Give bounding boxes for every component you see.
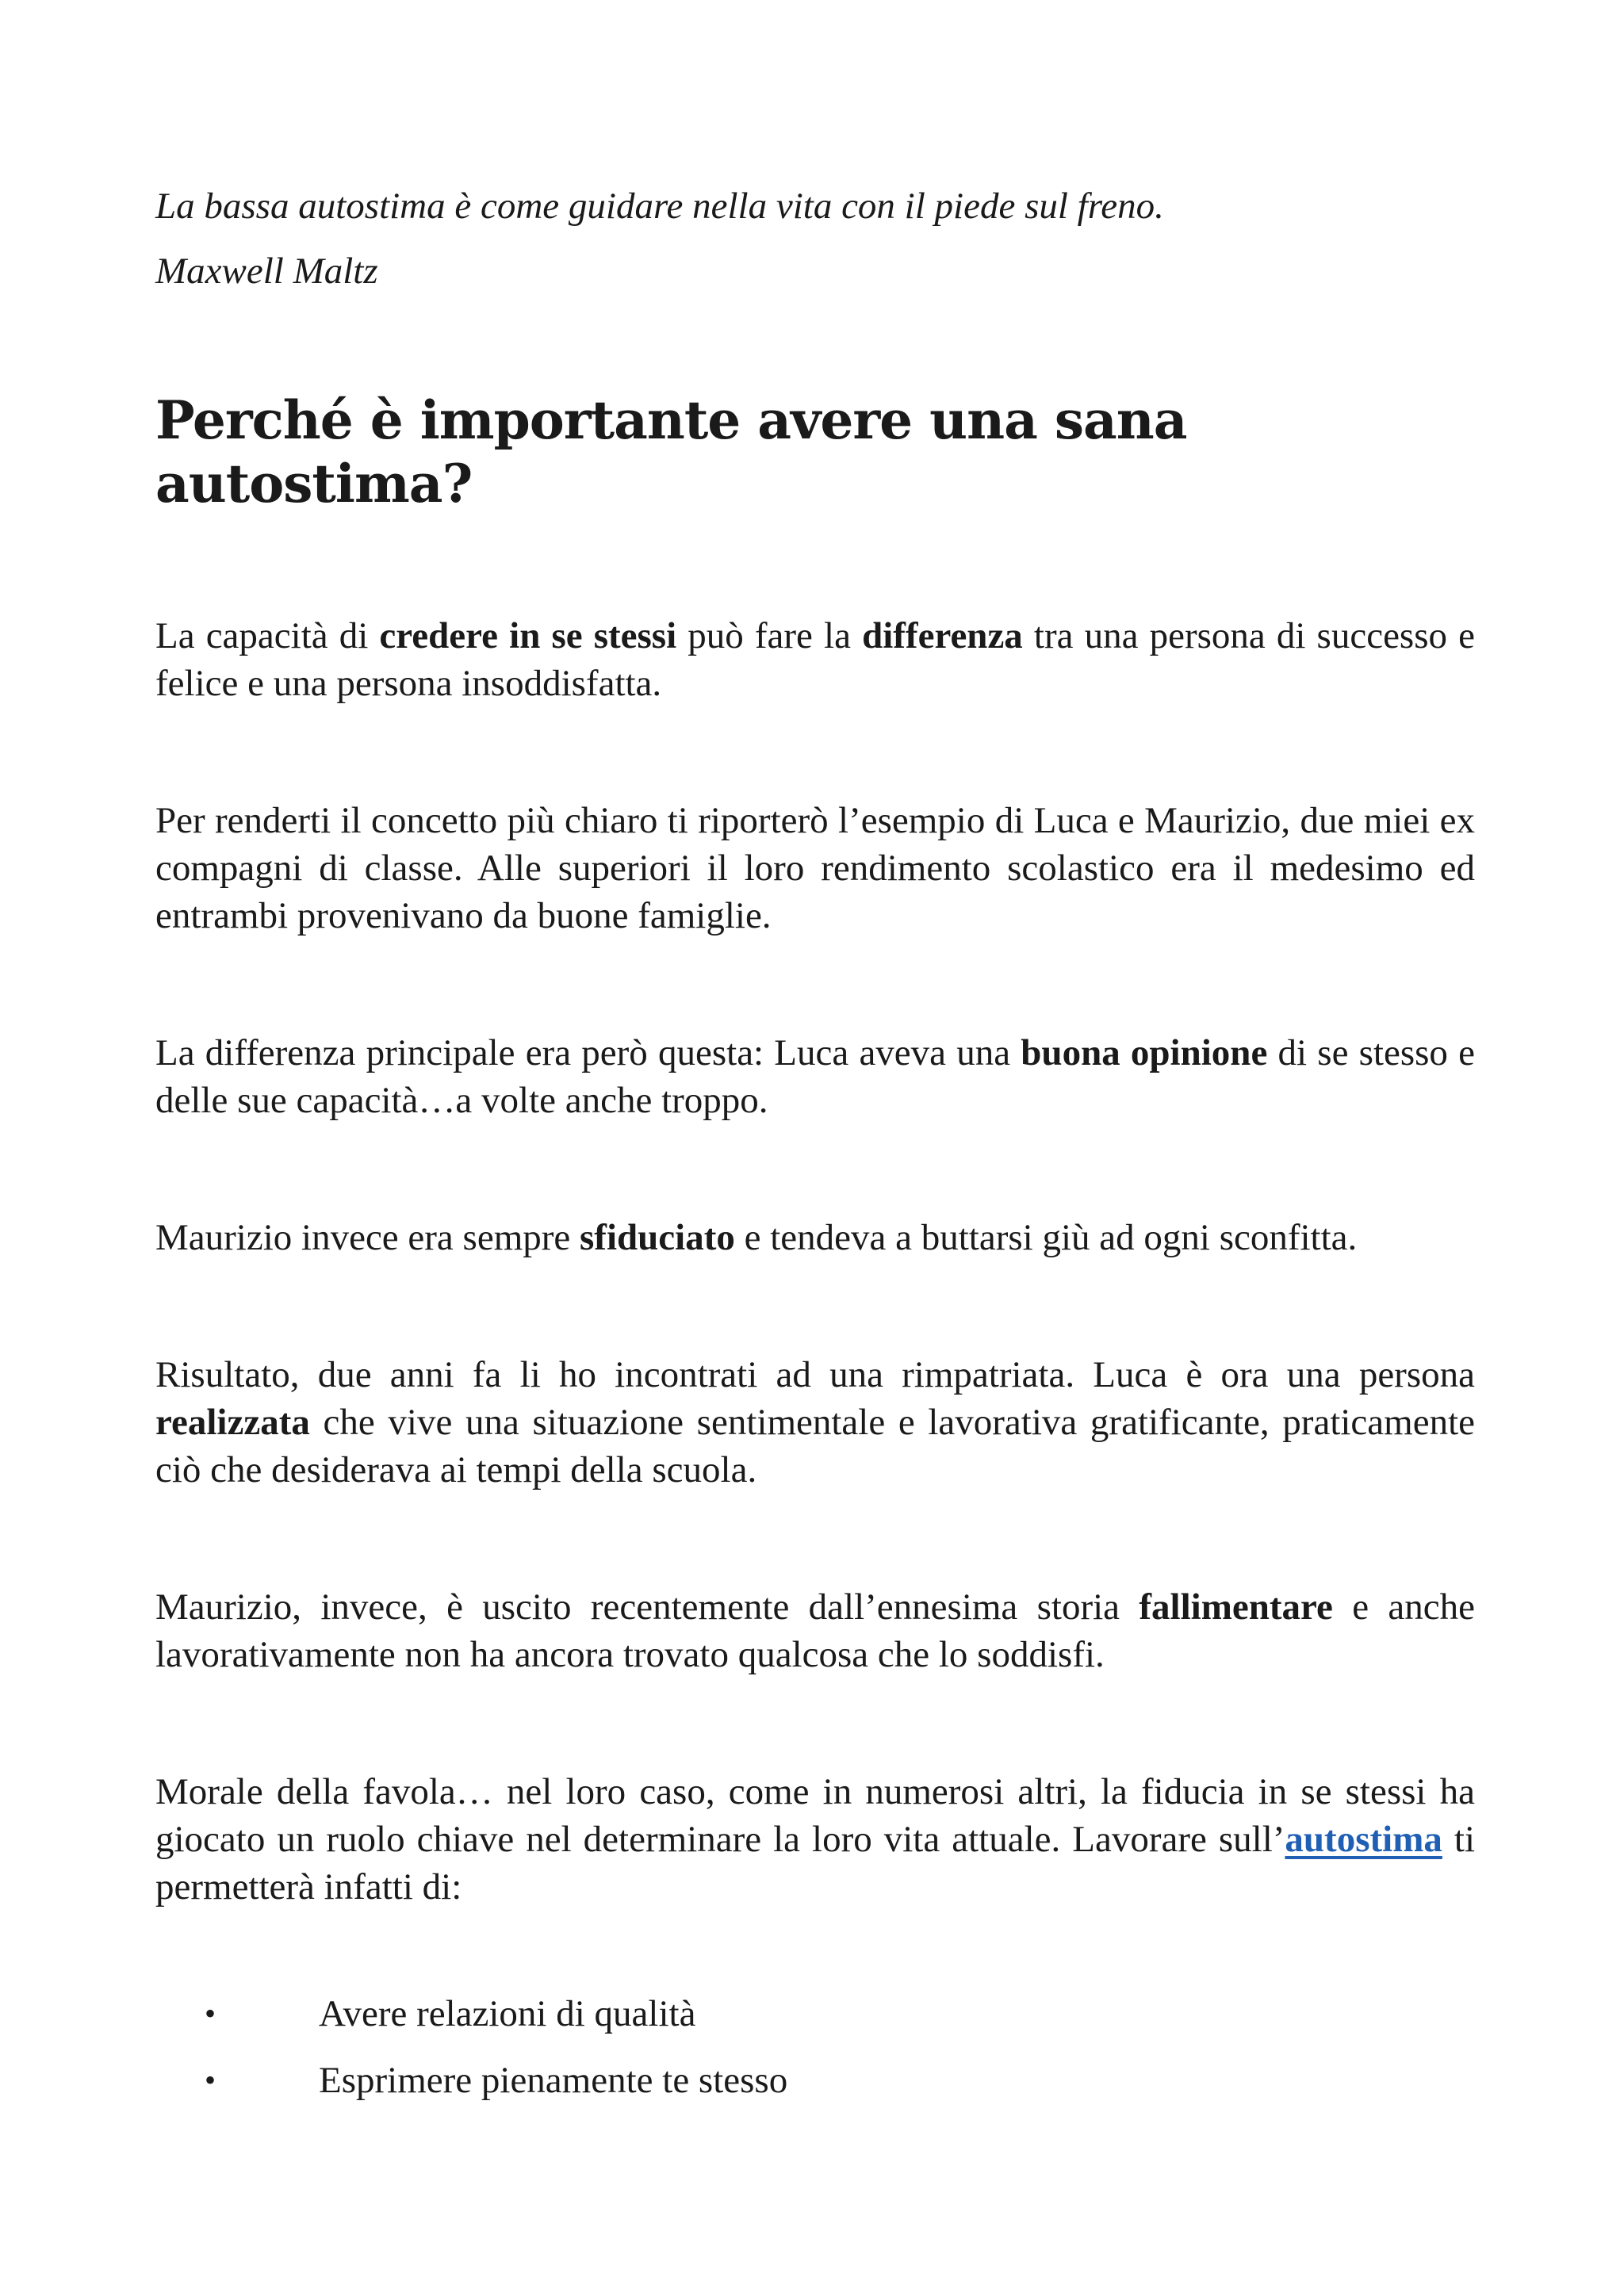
paragraph-1-text-a: La capacità di: [155, 615, 380, 656]
paragraph-7: [155, 1768, 1475, 1911]
paragraph-5-text-a: Risultato, due anni fa li ho incontrati ad una rimpatriata. Luca è ora una persona: [155, 1354, 1475, 1395]
list-item: [155, 1990, 1475, 2038]
paragraph-5-text-c: che vive una situazione sentimentale e lavorativa gratificante, praticamente ciò che desiderava ai tempi della scuola.: [155, 1402, 1475, 1490]
epigraph-author: Maxwell Maltz: [155, 251, 378, 292]
epigraph-quote: La bassa autostima è come guidare nella vita con il piede sul freno.: [155, 186, 1164, 227]
paragraph-6-bold-failing: fallimentare: [1139, 1586, 1333, 1628]
paragraph-4: [155, 1214, 1475, 1261]
list-item-text: Esprimere pienamente te stesso: [319, 2060, 788, 2101]
paragraph-1-bold-believe: credere in se stessi: [379, 615, 677, 656]
paragraph-1-text-c: può fare la: [676, 615, 863, 656]
autostima-link[interactable]: autostima: [1285, 1819, 1442, 1860]
paragraph-7-text-c: ti permetterà infatti di:: [155, 1819, 1476, 1908]
paragraph-3-text-a: La differenza principale era però questa: Luca aveva una: [155, 1032, 1021, 1073]
paragraph-3: [155, 1029, 1475, 1124]
benefits-list: [155, 1990, 1475, 2104]
paragraph-1-bold-difference: differenza: [862, 615, 1023, 656]
paragraph-6-text-c: e anche lavorativamente non ha ancora trovato qualcosa che lo soddisfi.: [155, 1586, 1475, 1675]
document-content: [155, 182, 1475, 2123]
paragraph-6-text-a: Maurizio, invece, è uscito recentemente dall’ennesima storia: [155, 1586, 1139, 1628]
paragraph-3-bold-opinion: buona opinione: [1021, 1032, 1268, 1073]
list-item-text: Avere relazioni di qualità: [319, 1993, 696, 2034]
paragraph-5-bold-fulfilled: realizzata: [155, 1402, 310, 1443]
paragraph-2: Per renderti il concetto più chiaro ti riporterò l’esempio di Luca e Maurizio, due miei ex compagni di classe. Alle superiori il loro rendimento scolastico era il medesimo ed entrambi provenivano da buone famiglie.: [155, 800, 1475, 936]
list-item: [155, 2057, 1475, 2104]
paragraph-4-bold-discouraged: sfiduciato: [580, 1217, 735, 1258]
paragraph-4-text-c: e tendeva a buttarsi giù ad ogni sconfitta.: [734, 1217, 1358, 1258]
paragraph-1: [155, 612, 1475, 707]
paragraph-4-text-a: Maurizio invece era sempre: [155, 1217, 580, 1258]
bullet-icon: •: [205, 2062, 216, 2098]
paragraph-7-text-a: Morale della favola… nel loro caso, come in numerosi altri, la fiducia in se stessi ha giocato un ruolo chiave nel determinare la loro vita attuale. Lavorare sull’: [155, 1771, 1475, 1860]
paragraph-6: [155, 1583, 1475, 1678]
section-heading: Perché è importante avere una sana autostima?: [155, 389, 1187, 515]
paragraph-3-text-c: di se stesso e delle sue capacità…a volte anche troppo.: [155, 1032, 1475, 1121]
bullet-icon: •: [205, 1996, 216, 2031]
paragraph-5: [155, 1351, 1475, 1494]
paragraph-1-text-d: tra una persona di successo e felice e una persona insoddisfatta.: [155, 615, 1475, 704]
